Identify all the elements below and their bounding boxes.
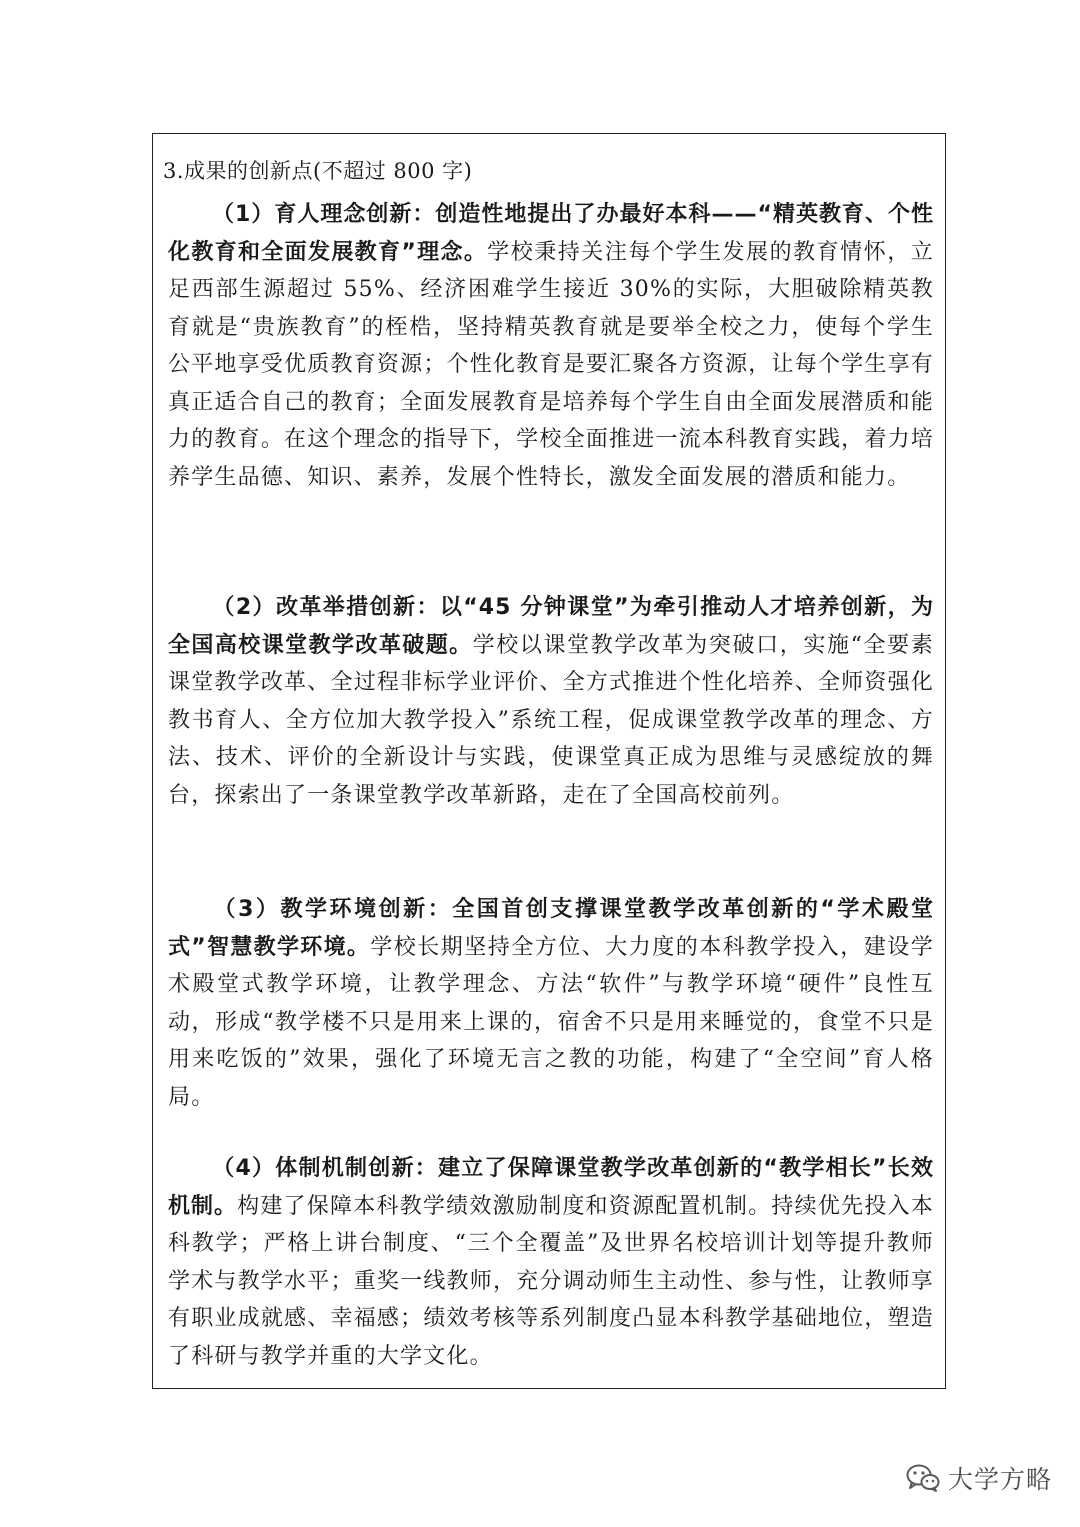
paragraph-body: 学校长期坚持全方位、大力度的本科教学投入，建设学术殿堂式教学环境，让教学理念、方法“软件”与教学环境“硬件”良性互动，形成“教学楼不只是用来上课的，宿舍不只是用来睡觉的，食堂不只是用来吃饭的”效果，强化了环境无言之教的功能，构建了“全空间”育人格局。 [168, 934, 934, 1110]
paragraph-lead: （2）改革举措创新：以“45 分钟课堂”为牵引推动人才培养创新，为全国高校课堂教学改革破题。 [168, 595, 934, 658]
paragraph-institutional-mechanism [168, 1150, 934, 1375]
paragraph-reform-measures [168, 589, 934, 814]
watermark [906, 1458, 1052, 1498]
watermark-text: 大学方略 [948, 1465, 1053, 1494]
paragraph-lead: （4）体制机制创新：建立了保障课堂教学改革创新的“教学相长”长效机制。 [168, 1156, 934, 1219]
paragraph-lead: （3）教学环境创新：全国首创支撑课堂教学改革创新的“学术殿堂式”智慧教学环境。 [168, 897, 934, 960]
paragraph-lead: （1）育人理念创新：创造性地提出了办最好本科——“精英教育、个性化教育和全面发展教育”理念。 [168, 202, 934, 265]
innovation-form-box [152, 133, 946, 1389]
paragraph-education-concept [168, 196, 934, 496]
paragraph-teaching-environment [168, 891, 934, 1116]
paragraph-body: 构建了保障本科教学绩效激励制度和资源配置机制。持续优先投入本科教学；严格上讲台制度、“三个全覆盖”及世界名校培训计划等提升教师学术与教学水平；重奖一线教师，充分调动师生主动性、参与性，让教师享有职业成就感、幸福感；绩效考核等系列制度凸显本科教学基础地位，塑造了科研与教学并重的大学文化。 [168, 1193, 934, 1369]
paragraph-body: 学校秉持关注每个学生发展的教育情怀，立足西部生源超过 55%、经济困难学生接近 30%的实际，大胆破除精英教育就是“贵族教育”的桎梏，坚持精英教育就是要举全校之力，使每个学生公平地享受优质教育资源；个性化教育是要汇聚各方资源，让每个学生享有真正适合自己的教育；全面发展教育是培养每个学生自由全面发展潜质和能力的教育。在这个理念的指导下，学校全面推进一流本科教育实践，着力培养学生品德、知识、素养，发展个性特长，激发全面发展的潜质和能力。 [168, 239, 934, 490]
section-heading: 3.成果的创新点(不超过 800 字) [163, 159, 473, 183]
paragraph-body: 学校以课堂教学改革为突破口，实施“全要素课堂教学改革、全过程非标学业评价、全方式推进个性化培养、全师资强化教书育人、全方位加大教学投入”系统工程，促成课堂教学改革的理念、方法、技术、评价的全新设计与实践，使课堂真正成为思维与灵感绽放的舞台，探索出了一条课堂教学改革新路，走在了全国高校前列。 [168, 632, 934, 808]
wechat-icon [906, 1463, 940, 1493]
